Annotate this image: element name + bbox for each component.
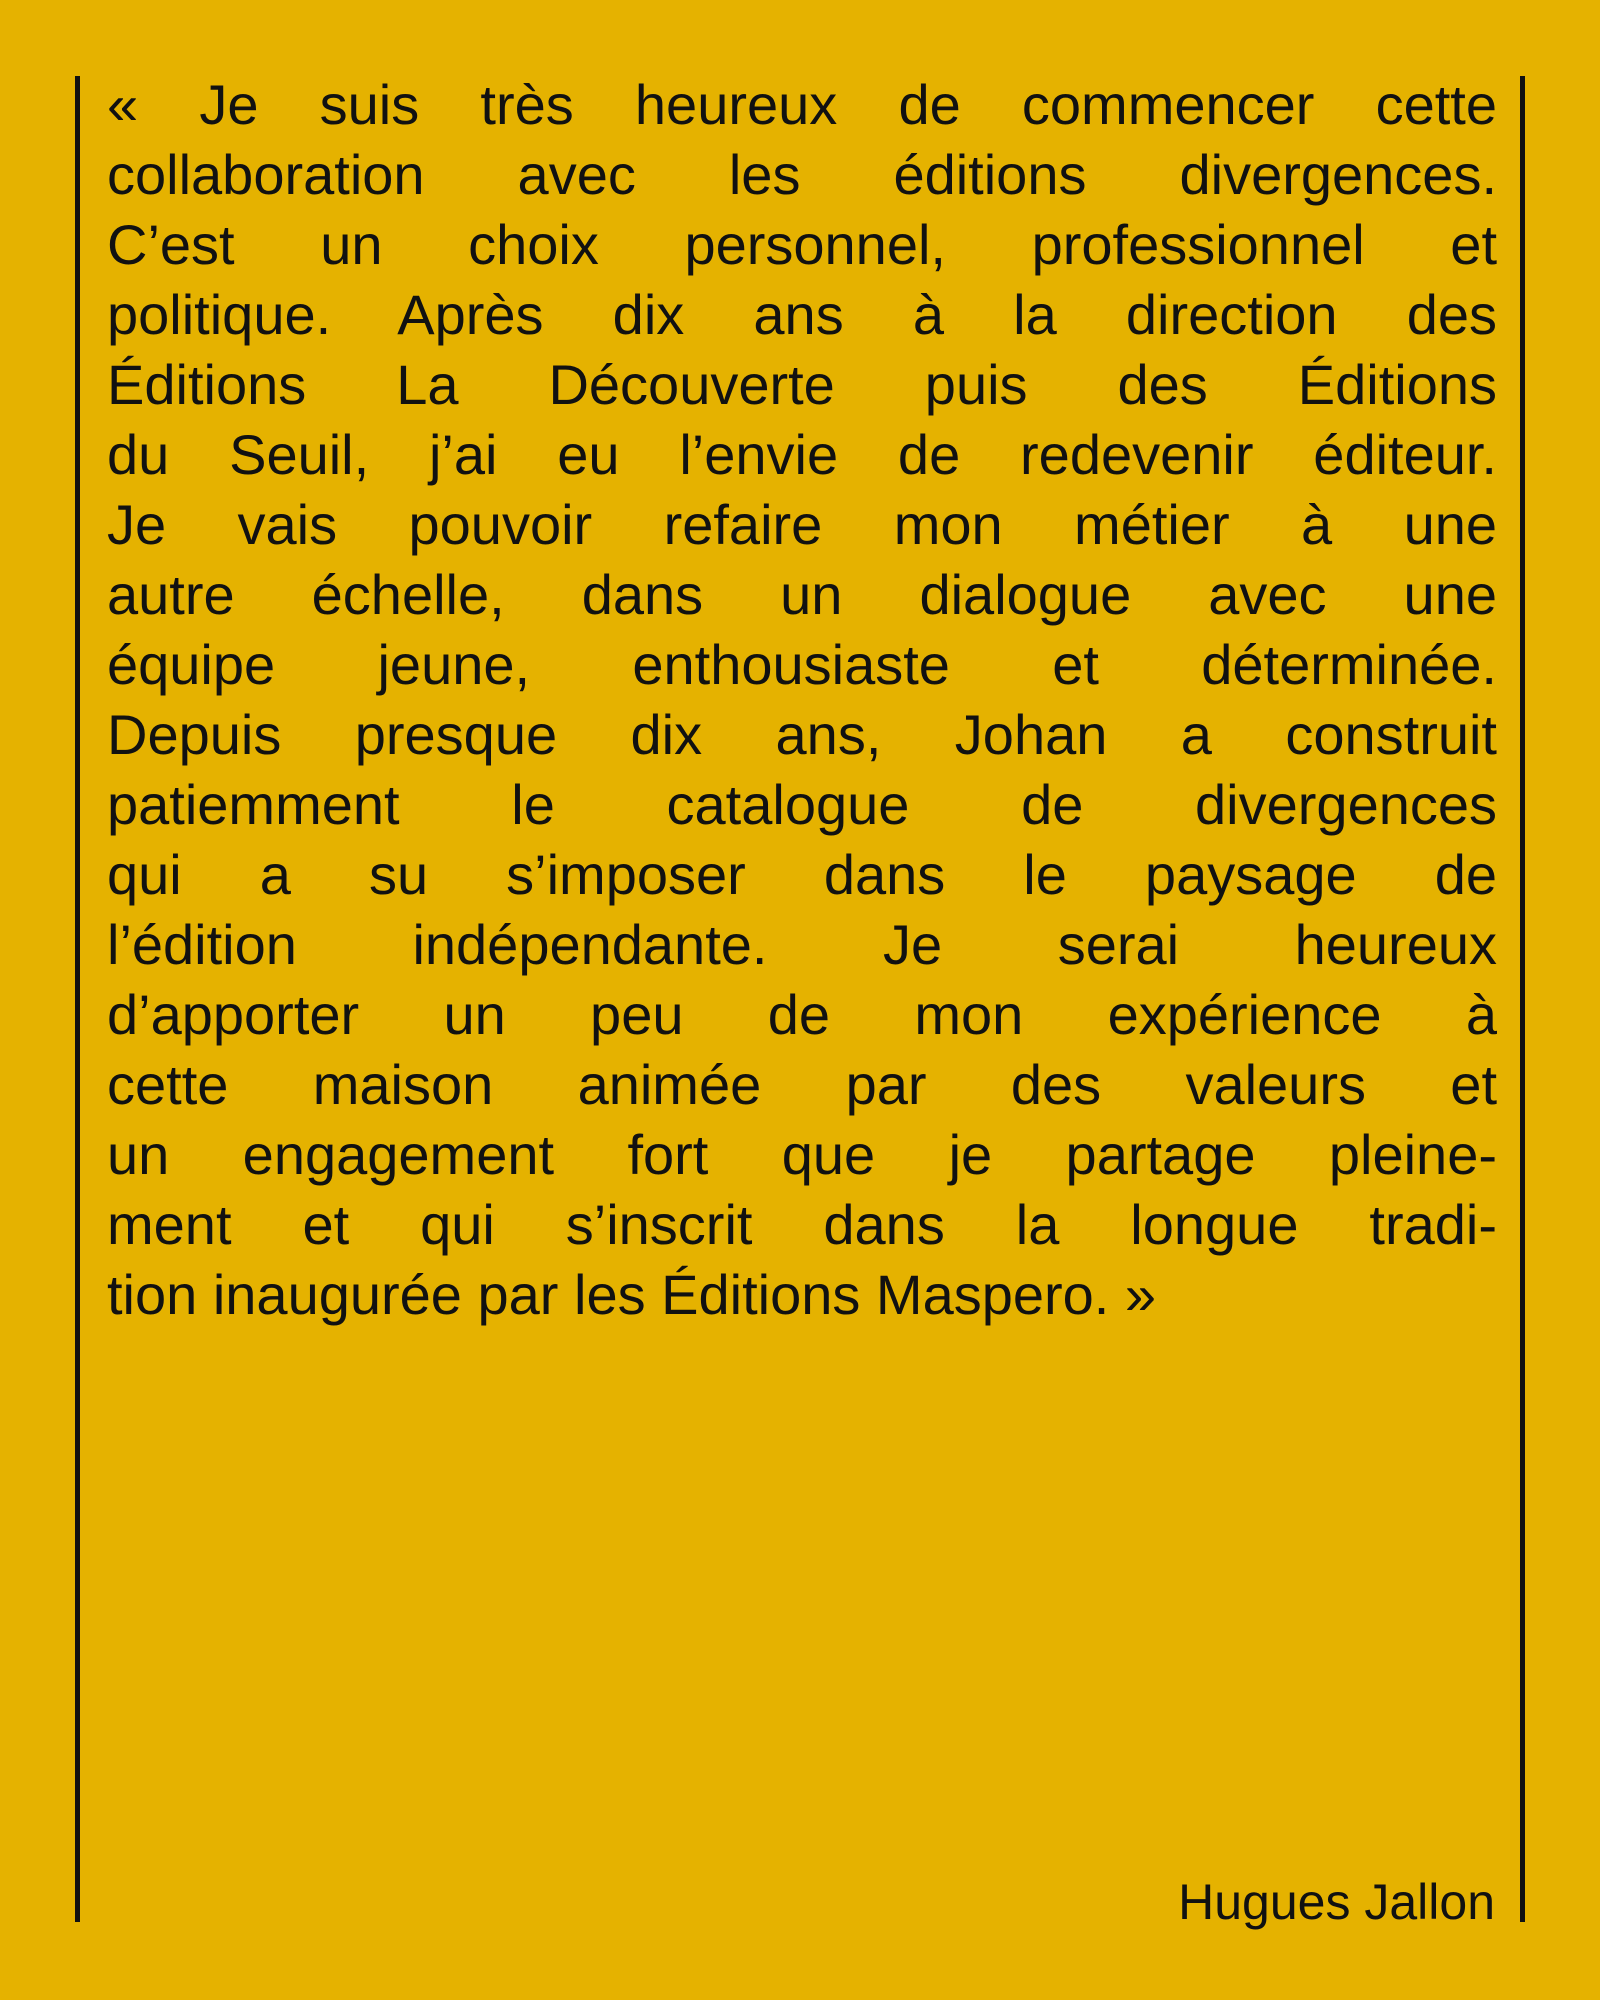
signature: Hugues Jallon [1178,1874,1495,1930]
quote-line: qui a su s’imposer dans le paysage de [107,843,1497,906]
quote-line: ment et qui s’inscrit dans la longue tradi- [107,1193,1497,1256]
quote-line: un engagement fort que je partage pleine- [107,1123,1497,1186]
quote-line: autre échelle, dans un dialogue avec une [107,563,1497,626]
quote-line: Depuis presque dix ans, Johan a construit [107,703,1497,766]
quote-line: patiemment le catalogue de divergences [107,773,1497,836]
right-vertical-rule [1520,76,1525,1922]
quote-line: d’apporter un peu de mon expérience à [107,983,1497,1046]
quote-line: collaboration avec les éditions divergences. [107,143,1497,206]
quote-line: politique. Après dix ans à la direction des [107,283,1497,346]
quote-line: équipe jeune, enthousiaste et déterminée. [107,633,1497,696]
quote-line: C’est un choix personnel, professionnel et [107,213,1497,276]
quote-line: cette maison animée par des valeurs et [107,1053,1497,1116]
quote-line: Éditions La Découverte puis des Éditions [107,353,1497,416]
quote-line: Je vais pouvoir refaire mon métier à une [107,493,1497,556]
quote-line: du Seuil, j’ai eu l’envie de redevenir éditeur. [107,423,1497,486]
quote-block [107,70,1497,1330]
left-vertical-rule [75,76,80,1922]
quote-line: « Je suis très heureux de commencer cette [107,73,1497,136]
quote-line-last: tion inaugurée par les Éditions Maspero. » [107,1263,1157,1326]
quote-line: l’édition indépendante. Je serai heureux [107,913,1497,976]
